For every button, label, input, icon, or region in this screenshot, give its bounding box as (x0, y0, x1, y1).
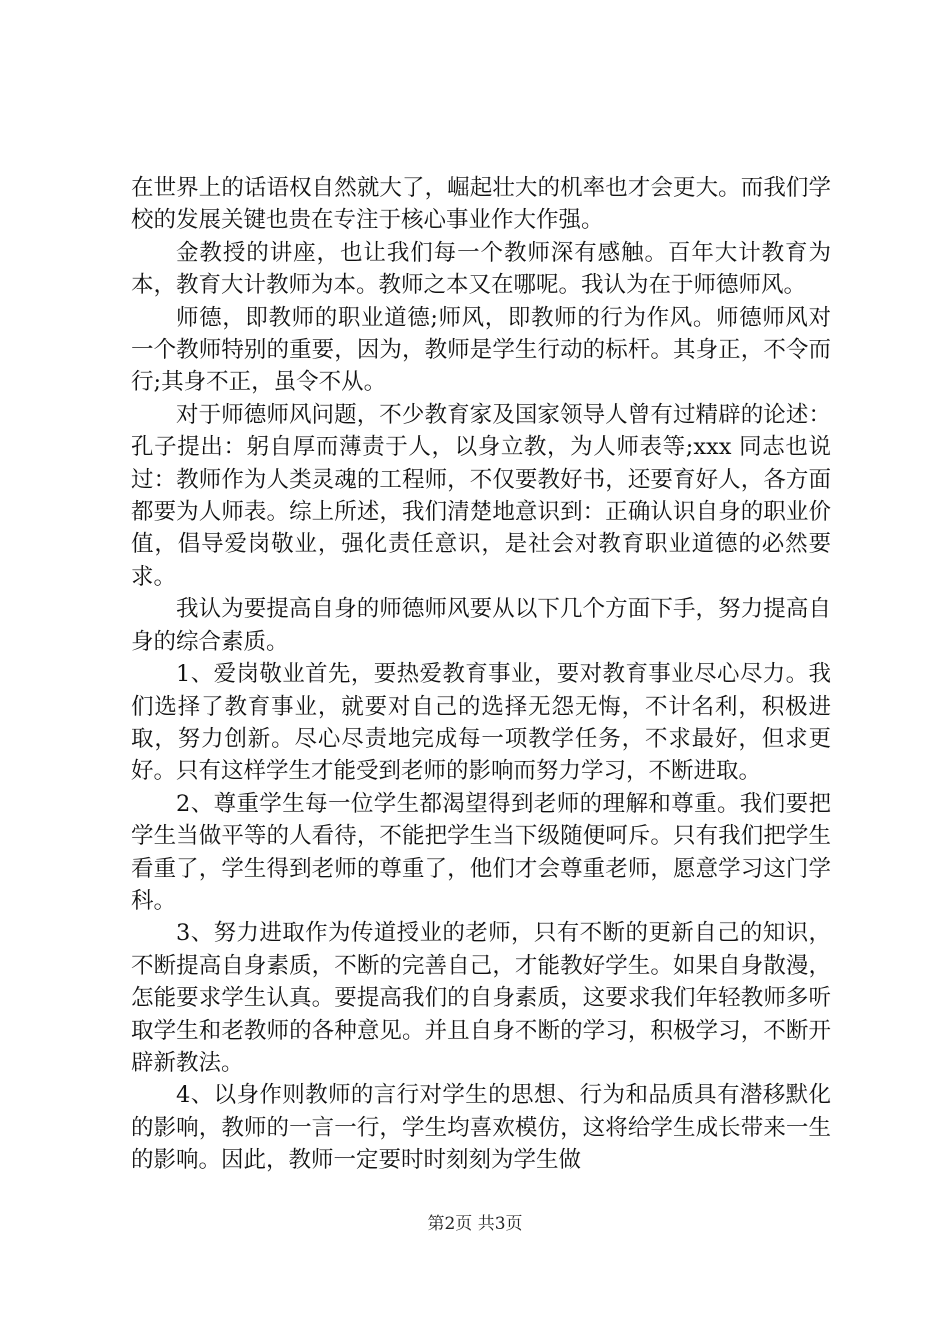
paragraph-definition: 师德，即教师的职业道德;师风，即教师的行为作风。师德师风对一个教师特别的重要，因为，教师是学生行动的标杆。其身正，不令而行;其身不正，虽令不从。 (131, 304, 831, 396)
paragraph-lecture: 金教授的讲座，也让我们每一个教师深有感触。百年大计教育为本，教育大计教师为本。教师之本又在哪呢。我认为在于师德师风。 (131, 239, 831, 299)
paragraph-quotes: 对于师德师风问题，不少教育家及国家领导人曾有过精辟的论述：孔子提出：躬自厚而薄责于人，以身立教，为人师表等;xxx 同志也说过：教师作为人类灵魂的工程师，不仅要教好书，还要育好人，各方面都要为人师表。综上所述，我们清楚地意识到：正确认识自身的职业价值，倡导爱岗敬业，强化责任意识，是社会对教育职业道德的必然要求。 (131, 401, 831, 590)
page-number-footer: 第2页 共3页 (427, 1214, 523, 1234)
paragraph-point-2: 2、尊重学生每一位学生都渴望得到老师的理解和尊重。我们要把学生当做平等的人看待，不能把学生当下级随便呵斥。只有我们把学生看重了，学生得到老师的尊重了，他们才会尊重老师，愿意学习这门学科。 (131, 790, 831, 914)
paragraph-point-1: 1、爱岗敬业首先，要热爱教育事业，要对教育事业尽心尽力。我们选择了教育事业，就要对自己的选择无怨无悔，不计名利，积极进取，努力创新。尽心尽责地完成每一项教学任务，不求最好，但求更好。只有这样学生才能受到老师的影响而努力学习，不断进取。 (131, 661, 831, 785)
paragraph-point-3: 3、努力进取作为传道授业的老师，只有不断的更新自己的知识，不断提高自身素质，不断的完善自己，才能教好学生。如果自身散漫，怎能要求学生认真。要提高我们的自身素质，这要求我们年轻教师多听取学生和老教师的各种意见。并且自身不断的学习，积极学习，不断开辟新教法。 (131, 920, 831, 1076)
document-body (131, 172, 831, 1177)
paragraph-point-4: 4、以身作则教师的言行对学生的思想、行为和品质具有潜移默化的影响，教师的一言一行，学生均喜欢模仿，这将给学生成长带来一生的影响。因此，教师一定要时时刻刻为学生做 (131, 1082, 831, 1174)
paragraph-continuation: 在世界上的话语权自然就大了，崛起壮大的机率也才会更大。而我们学校的发展关键也贵在专注于核心事业作大作强。 (131, 175, 831, 234)
paragraph-intro-points: 我认为要提高自身的师德师风要从以下几个方面下手，努力提高自身的综合素质。 (131, 596, 831, 655)
